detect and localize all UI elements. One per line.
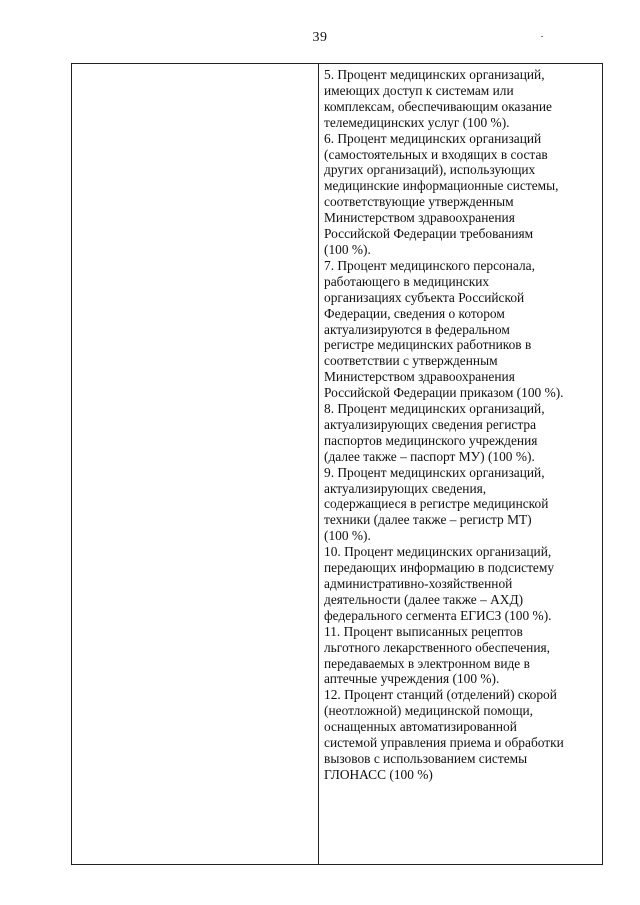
item-9-line-1: 9. Процент медицинских организаций,	[324, 464, 545, 480]
item-9-line-2: актуализирующих сведения,	[324, 480, 487, 496]
item-7-line-1: 7. Процент медицинского персонала,	[324, 257, 535, 273]
item-6-line-7: Российской Федерации требованиям	[324, 226, 534, 242]
item-9-line-3: содержащиеся в регистре медицинской	[324, 496, 549, 512]
item-10-line-4: деятельности (далее также – АХД)	[324, 591, 524, 607]
indicator-item-6	[324, 131, 598, 258]
item-6-line-6: Министерством здравоохранения	[324, 210, 515, 226]
indicator-item-10	[324, 544, 598, 624]
item-5-line-3: комплексам, обеспечивающим оказание	[324, 98, 552, 114]
item-9-line-4: техники (далее также – регистр МТ)	[324, 512, 532, 528]
table-left-cell	[72, 64, 319, 864]
item-6-line-2: (самостоятельных и входящих в состав	[324, 146, 548, 162]
item-7-line-3: организациях субъекта Российской	[324, 289, 525, 305]
document-table	[71, 63, 603, 865]
indicator-item-8	[324, 401, 598, 465]
item-5-line-4: телемедицинских услуг (100 %).	[324, 114, 510, 130]
item-5-line-1: 5. Процент медицинских организаций,	[324, 67, 545, 82]
item-10-line-1: 10. Процент медицинских организаций,	[324, 544, 552, 560]
item-11-line-1: 11. Процент выписанных рецептов	[324, 623, 523, 639]
item-7-line-9: Российской Федерации приказом (100 %).	[324, 385, 564, 401]
item-8-line-1: 8. Процент медицинских организаций,	[324, 401, 545, 417]
item-6-line-3: других организаций), использующих	[324, 162, 536, 178]
item-6-line-5: соответствующие утвержденным	[324, 194, 514, 210]
indicator-item-7	[324, 258, 598, 401]
item-7-line-8: Министерством здравоохранения	[324, 369, 515, 385]
item-7-line-7: соответствии с утвержденным	[324, 353, 498, 369]
item-7-line-6: регистре медицинских работников в	[324, 337, 532, 353]
indicator-item-12	[324, 687, 598, 782]
item-11-line-2: льготного лекарственного обеспечения,	[324, 639, 551, 655]
item-12-line-4: системой управления приема и обработки	[324, 735, 564, 751]
indicator-item-5	[324, 67, 598, 131]
indicator-item-9	[324, 465, 598, 545]
item-7-line-4: Федерации, сведения о котором	[324, 305, 505, 321]
item-6-line-4: медицинские информационные системы,	[324, 178, 559, 194]
scan-speck	[541, 36, 543, 37]
item-8-line-2: актуализирующих сведения регистра	[324, 416, 537, 432]
item-12-line-5: вызовов с использованием системы	[324, 750, 528, 766]
item-6-line-8: (100 %).	[324, 241, 371, 257]
item-7-line-5: актуализируются в федеральном	[324, 321, 510, 337]
item-9-line-5: (100 %).	[324, 528, 371, 544]
item-12-line-6: ГЛОНАСС (100 %)	[324, 766, 433, 782]
item-11-line-3: передаваемых в электронном виде в	[324, 655, 530, 671]
item-8-line-4: (далее также – паспорт МУ) (100 %).	[324, 448, 535, 464]
item-10-line-2: передающих информацию в подсистему	[324, 560, 555, 576]
table-right-cell	[319, 64, 602, 864]
page-number: 39	[312, 30, 328, 45]
item-12-line-1: 12. Процент станций (отделений) скорой	[324, 687, 557, 703]
item-10-line-3: административно-хозяйственной	[324, 576, 513, 591]
item-5-line-2: имеющих доступ к системам или	[324, 82, 514, 98]
indicator-item-11	[324, 624, 598, 688]
item-12-line-3: оснащенных автоматизированной	[324, 719, 517, 735]
item-8-line-3: паспортов медицинского учреждения	[324, 432, 538, 448]
item-12-line-2: (неотложной) медицинской помощи,	[324, 703, 534, 719]
item-6-line-1: 6. Процент медицинских организаций	[324, 130, 542, 146]
item-10-line-5: федерального сегмента ЕГИСЗ (100 %).	[324, 607, 552, 623]
item-11-line-4: аптечные учреждения (100 %).	[324, 671, 500, 687]
item-7-line-2: работающего в медицинских	[324, 273, 490, 289]
